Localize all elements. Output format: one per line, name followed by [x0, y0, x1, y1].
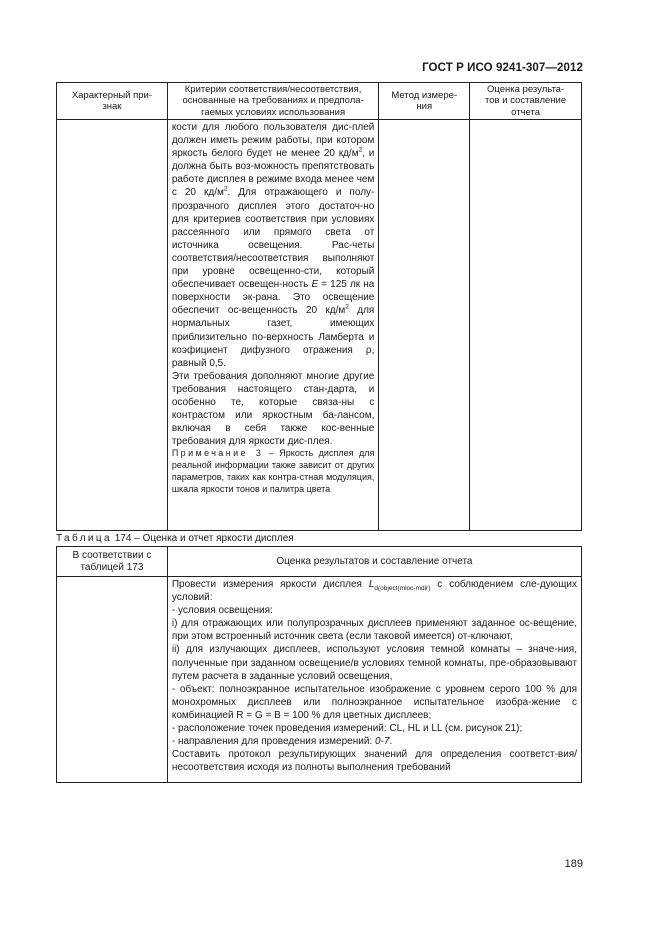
report-line: i) для отражающих или полупрозрачных дисплеев применяют заданное ос-вещение, при этом встроенный источник света (если таковой имеется) от-ключают,: [171, 618, 577, 643]
report-line: ii) для излучающих дисплеев, используют условия темной комнаты – значе-ния, полученные при заданном освещение/в условиях темной комнаты, пре-образовывают путем расчета в заданные условий освещения,: [171, 644, 577, 682]
evaluation-cell: [470, 120, 582, 531]
evaluation-table: [56, 546, 582, 783]
report-line: Провести измерения яркости дисплея $L_{d(object(mloc-mdir)}$ с соблюдением сле-дующих условий:: [171, 579, 578, 604]
report-line: - условия освещения:: [171, 605, 273, 617]
criteria-table: [56, 82, 582, 531]
page-number: 189: [564, 858, 583, 870]
column-header-criteria: Критерии соответствия/несоответствия, основанные на требованиях и предпола- гаемых условиях использования: [167, 83, 379, 120]
report-line: - направления для проведения измерений: 0-7.: [171, 736, 393, 748]
criteria-paragraph-2: Эти требования дополняют многие другие требования настоящего стан-дарта, и особенно те, которые связа-ны с контрастом или яркостным ба-лансом, включая в себя также кос-венные требования для яркости дис-плея.: [171, 370, 375, 448]
column-header-method: Метод измере- ния: [379, 83, 470, 120]
document-standard-header: ГОСТ Р ИСО 9241-307—2012: [422, 62, 583, 74]
criteria-cell: [167, 120, 379, 531]
report-line: Составить протокол результирующих значений для определения соответст-вия/несоответствия исходя из полноты выполнения требований: [171, 749, 577, 774]
method-cell: [379, 120, 470, 531]
column-header-reference: В соответствии с таблицей 173: [57, 547, 168, 577]
criteria-table-header-row: [57, 83, 582, 120]
criteria-paragraph-1: кости для любого пользователя дис-плей должен иметь режим работы, при котором яркость белого будет не менее 20 $кд/м^2$, и должна быть воз-можность препятствовать работе дисплея в режиме входа менее чем с 20 $кд/м^2$. Для отражающего и полу-прозрачного дисплея этого достаточ-но для критериев соответствия при условиях рассеянного или прямого света от источника освещения. Рас-четы соответствия/несоответствия выполняют при уровне освещенно-сти, который обеспечивает освещен-ность E = 125 лк на поверхности эк-рана. Это освещение обеспечит ос-вещенность 20 $кд/м^2$ для нормальных газет, имеющих приблизительно по-верхность Ламберта и коэфициент дифузного отражения ρ, равный 0,5.: [171, 122, 375, 369]
report-cell: [167, 577, 581, 783]
report-line: - объект: полноэкранное испытательное изображение с уровнем серого 100 % для монохромных дисплеев или полноэкранное испытательное изобра-жение с комбинацией R = G = B = 100 % для цветных дисплеев;: [171, 683, 577, 721]
report-line: - расположение точек проведения измерений: CL, HL и LL (см. рисунок 21);: [171, 723, 523, 735]
reference-cell: [57, 577, 168, 783]
evaluation-table-row: [57, 577, 582, 783]
characteristic-cell: [57, 120, 168, 531]
table-174-caption: Таблица 174 – Оценка и отчет яркости дисплея: [56, 533, 294, 544]
column-header-report: Оценка результатов и составление отчета: [167, 547, 581, 577]
criteria-note: Примечание 3 – Яркость дисплея для реальной информации также зависит от других параметров, таких как контра-стная модуляция, шкала яркости тонов и палитра цвета: [171, 448, 375, 494]
evaluation-table-header-row: [57, 547, 582, 577]
criteria-table-row: [57, 120, 582, 531]
column-header-characteristic: Характерный при- знак: [57, 83, 168, 120]
column-header-evaluation: Оценка результа- тов и составление отчета: [470, 83, 582, 120]
